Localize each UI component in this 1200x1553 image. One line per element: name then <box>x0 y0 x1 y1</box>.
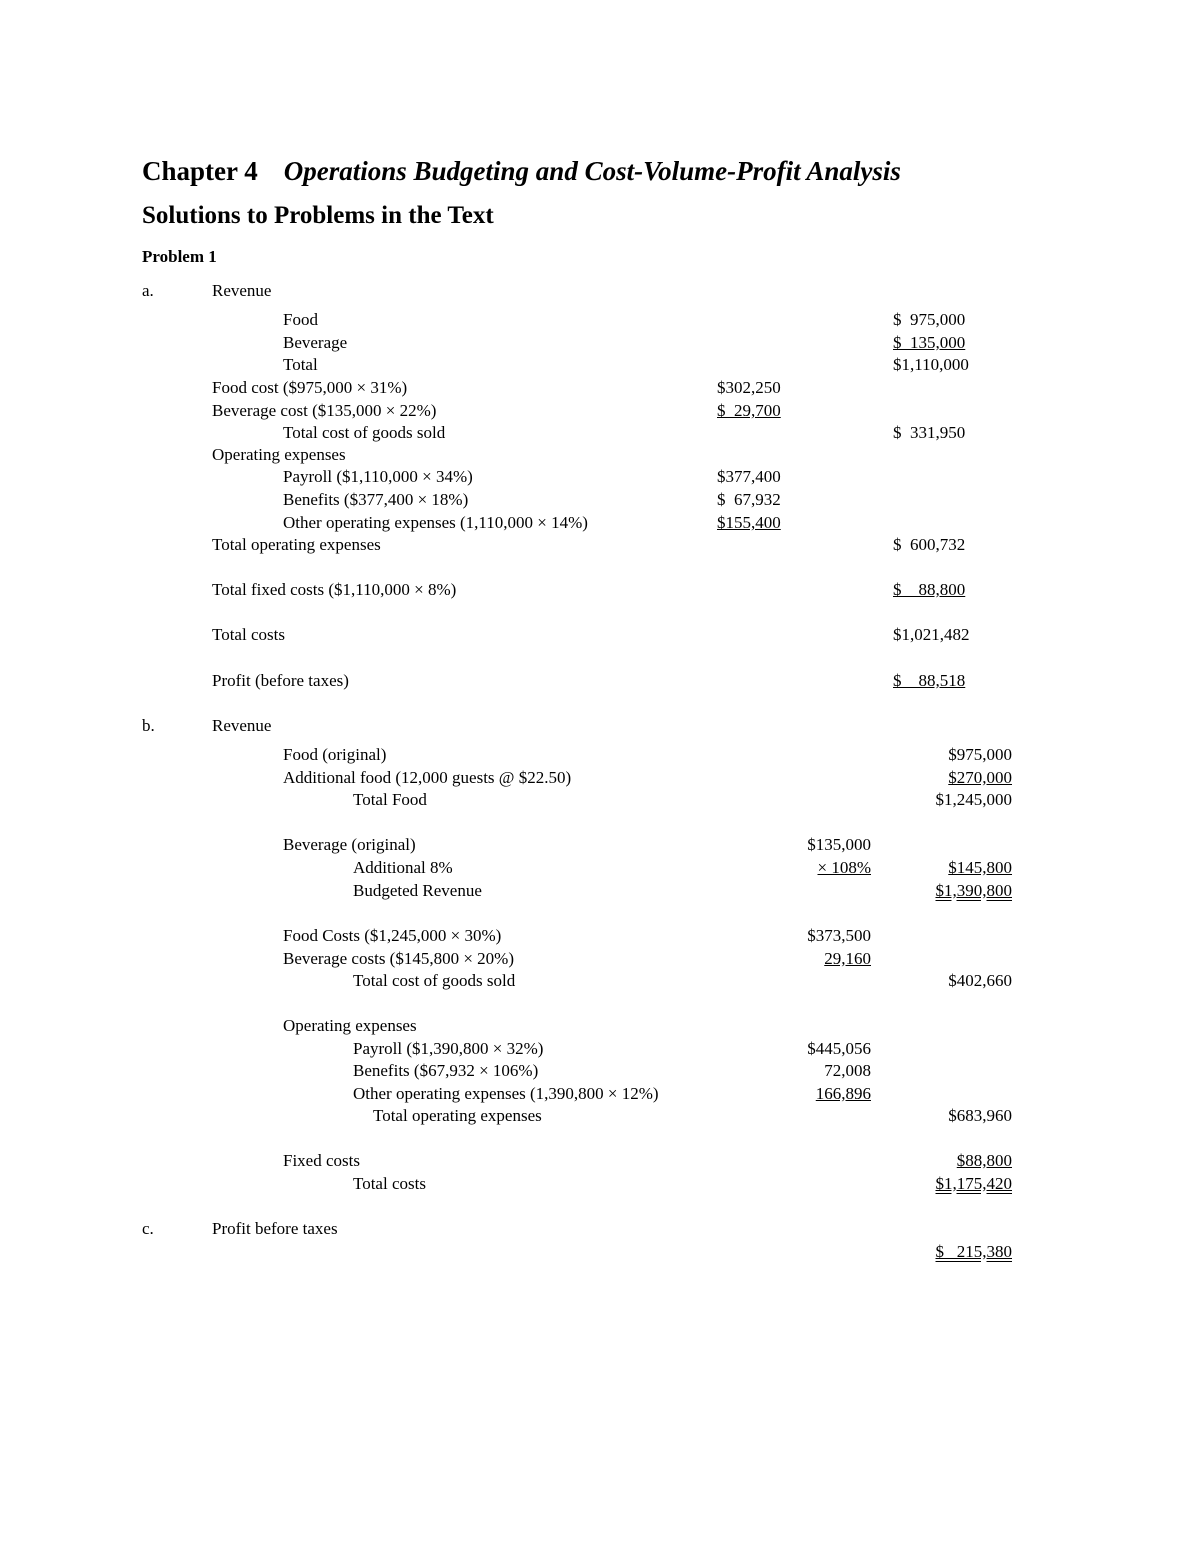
a-food-cost-value: $302,250 <box>717 378 781 397</box>
b-add-food-label: Additional food (12,000 guests @ $22.50) <box>283 768 572 787</box>
b-payroll-label: Payroll ($1,390,800 × 32%) <box>353 1039 544 1058</box>
a-benefits-value: $ 67,932 <box>717 490 781 509</box>
a-opex-label: Operating expenses <box>212 445 346 464</box>
b-tcosts-value: $1,175,420 <box>935 1174 1012 1193</box>
b-other-label: Other operating expenses (1,390,800 × 12%) <box>353 1084 659 1103</box>
a-other-label: Other operating expenses (1,110,000 × 14%) <box>283 513 588 532</box>
c-profit-label: Profit before taxes <box>212 1219 338 1238</box>
a-tcosts-label: Total costs <box>212 625 285 644</box>
b-benefits-label: Benefits ($67,932 × 106%) <box>353 1061 539 1080</box>
chapter-number: Chapter 4 <box>142 156 258 186</box>
b-add-food-value: $270,000 <box>948 768 1012 787</box>
b-topex-value: $683,960 <box>948 1106 1012 1125</box>
chapter-heading <box>142 156 901 187</box>
a-topex-value: $ 600,732 <box>893 535 966 554</box>
b-budgeted-label: Budgeted Revenue <box>353 881 482 900</box>
b-bev-costs-value: 29,160 <box>824 949 871 968</box>
a-beverage-value: $ 135,000 <box>893 333 966 352</box>
b-opex-label: Operating expenses <box>283 1016 417 1035</box>
a-payroll-label: Payroll ($1,110,000 × 34%) <box>283 467 473 486</box>
b-tcogs-label: Total cost of goods sold <box>353 971 516 990</box>
a-tcosts-value: $1,021,482 <box>893 625 970 644</box>
b-tcogs-value: $402,660 <box>948 971 1012 990</box>
a-beverage-label: Beverage <box>283 333 348 352</box>
a-fixed-label: Total fixed costs ($1,110,000 × 8%) <box>212 580 457 599</box>
part-a-label: a. <box>142 281 154 300</box>
b-food-costs-label: Food Costs ($1,245,000 × 30%) <box>283 926 502 945</box>
c-profit-value: $ 215,380 <box>935 1242 1012 1261</box>
section-title: Solutions to Problems in the Text <box>142 202 494 229</box>
b-add8-value: $145,800 <box>948 858 1012 877</box>
a-bev-cost-value: $ 29,700 <box>717 401 781 420</box>
b-add8-multiplier: × 108% <box>817 858 871 877</box>
b-add8-label: Additional 8% <box>353 858 453 877</box>
b-bev-costs-label: Beverage costs ($145,800 × 20%) <box>283 949 515 968</box>
a-benefits-label: Benefits ($377,400 × 18%) <box>283 490 469 509</box>
a-food-cost-label: Food cost ($975,000 × 31%) <box>212 378 408 397</box>
b-budgeted-value: $1,390,800 <box>935 881 1012 900</box>
a-bev-cost-label: Beverage cost ($135,000 × 22%) <box>212 401 437 420</box>
a-topex-label: Total operating expenses <box>212 535 381 554</box>
a-fixed-value: $ 88,800 <box>893 580 966 599</box>
chapter-subject: Operations Budgeting and Cost-Volume-Profit Analysis <box>283 156 901 186</box>
a-payroll-value: $377,400 <box>717 467 781 486</box>
a-food-label: Food <box>283 310 318 329</box>
a-food-value: $ 975,000 <box>893 310 966 329</box>
b-bev-orig-label: Beverage (original) <box>283 835 416 854</box>
b-payroll-value: $445,056 <box>807 1039 871 1058</box>
b-topex-label: Total operating expenses <box>373 1106 542 1125</box>
a-other-value: $155,400 <box>717 513 781 532</box>
a-revenue-label: Revenue <box>212 281 272 300</box>
b-benefits-value: 72,008 <box>824 1061 871 1080</box>
a-tcogs-label: Total cost of goods sold <box>283 423 446 442</box>
b-fixed-value: $88,800 <box>956 1151 1012 1170</box>
b-food-orig-value: $975,000 <box>948 745 1012 764</box>
a-profit-label: Profit (before taxes) <box>212 671 349 690</box>
a-profit-value: $ 88,518 <box>893 671 966 690</box>
b-food-orig-label: Food (original) <box>283 745 387 764</box>
part-c-label: c. <box>142 1219 154 1238</box>
b-bev-orig-value: $135,000 <box>807 835 871 854</box>
a-tcogs-value: $ 331,950 <box>893 423 966 442</box>
b-food-costs-value: $373,500 <box>807 926 871 945</box>
b-tcosts-label: Total costs <box>353 1174 426 1193</box>
a-total-label: Total <box>283 355 318 374</box>
problem-heading: Problem 1 <box>142 247 217 266</box>
b-revenue-label: Revenue <box>212 716 272 735</box>
b-total-food-label: Total Food <box>353 790 427 809</box>
part-b-label: b. <box>142 716 155 735</box>
a-total-value: $1,110,000 <box>893 355 969 374</box>
b-fixed-label: Fixed costs <box>283 1151 360 1170</box>
b-other-value: 166,896 <box>815 1084 871 1103</box>
b-total-food-value: $1,245,000 <box>935 790 1012 809</box>
